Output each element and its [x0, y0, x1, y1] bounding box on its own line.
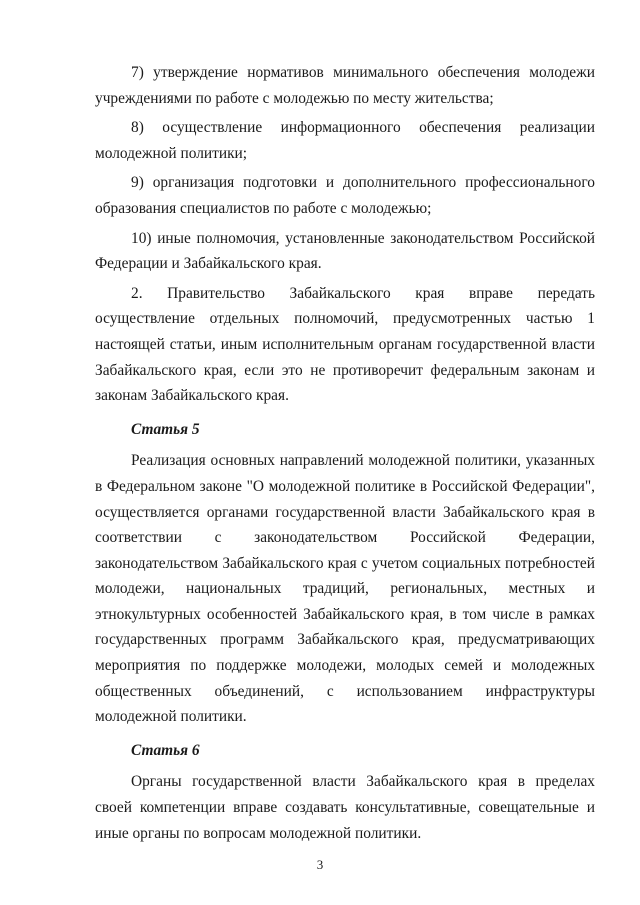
list-item-9: 9) организация подготовки и дополнительного профессионального образования специалистов по работе с молодежью;: [95, 174, 595, 217]
article-6-heading: Статья 6: [131, 741, 200, 759]
article-5-heading: Статья 5: [131, 420, 200, 438]
document-page: [95, 60, 595, 846]
article-6-text: Органы государственной власти Забайкальского края в пределах своей компетенции вправе создавать консультативные, совещательные и иные органы по вопросам молодежной политики.: [95, 773, 595, 842]
page-number: 3: [316, 857, 324, 872]
list-item-10: 10) иные полномочия, установленные законодательством Российской Федерации и Забайкальского края.: [95, 229, 595, 273]
clause-2: 2. Правительство Забайкальского края вправе передать осуществление отдельных полномочий, предусмотренных частью 1 настоящей статьи, иным исполнительным органам государственной власти Забайкальского края, если это не противоречит федеральным законам и законам Забайкальского края.: [95, 284, 595, 405]
article-5-text: Реализация основных направлений молодежной политики, указанных в Федеральном законе "О молодежной политике в Российской Федерации", осуществляется органами государственной власти Забайкальского края в соответствии с законодательством Российской Федерации, законодательством Забайкальского края с учетом социальных потребностей молодежи, национальных традиций, региональных, местных и этнокультурных особенностей Забайкальского края, в том числе в рамках государственных программ Забайкальского края, предусматривающих мероприятия по поддержке молодежи, молодых семей и молодежных общественных объединений, с использованием инфраструктуры молодежной политики.: [95, 452, 595, 726]
list-item-8: 8) осуществление информационного обеспечения реализации молодежной политики;: [95, 119, 595, 162]
list-item-7: 7) утверждение нормативов минимального обеспечения молодежи учреждениями по работе с молодежью по месту жительства;: [95, 64, 595, 107]
